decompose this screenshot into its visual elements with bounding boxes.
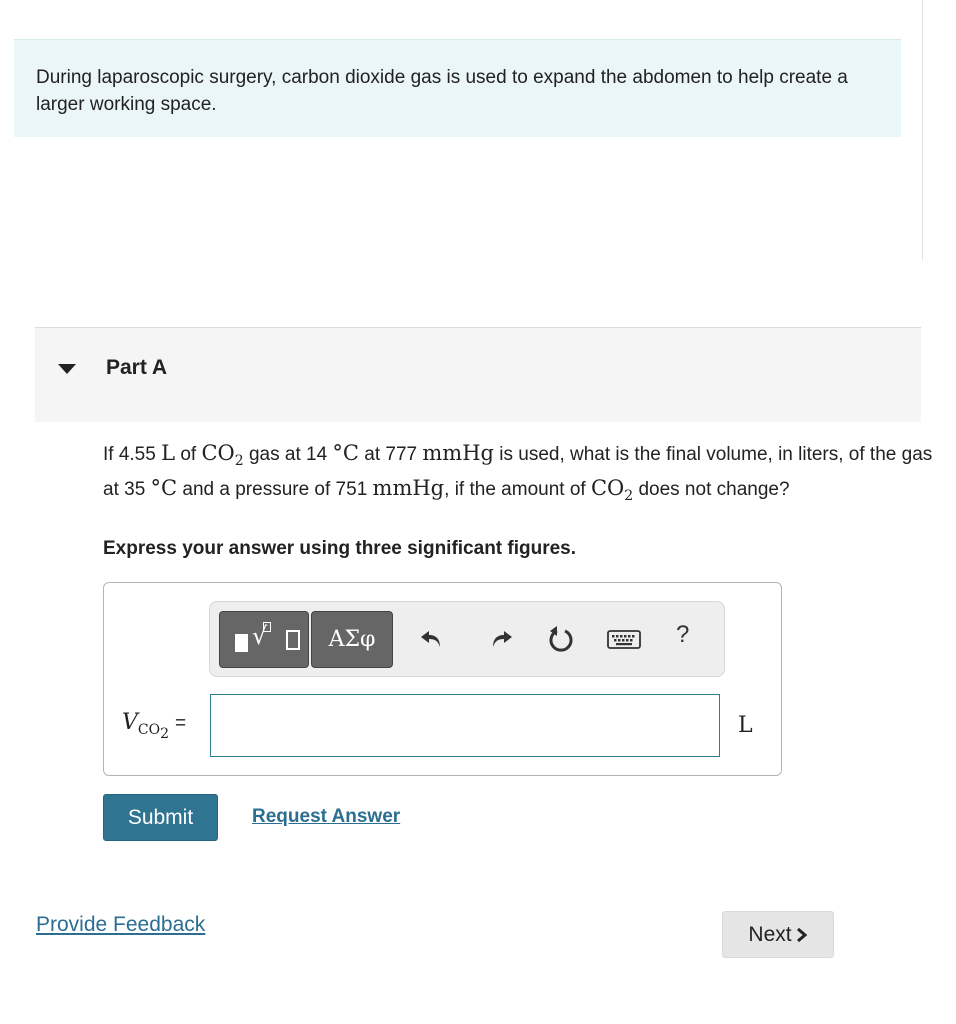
intro-panel — [14, 39, 901, 137]
next-label: Next — [748, 922, 792, 946]
provide-feedback-link[interactable]: Provide Feedback — [36, 913, 206, 936]
answer-box — [103, 582, 782, 776]
submit-button[interactable]: Submit — [103, 794, 218, 841]
unit-label: L — [738, 713, 753, 738]
reset-icon[interactable] — [546, 624, 576, 654]
part-title: Part A — [106, 356, 168, 379]
chevron-right-icon — [796, 927, 808, 943]
divider — [922, 0, 923, 260]
math-toolbar — [209, 601, 725, 677]
help-icon[interactable]: ? — [676, 621, 690, 648]
greek-symbols-button[interactable]: ΑΣφ — [311, 611, 393, 668]
answer-variable-label: $V_{CO_2}=$ — [122, 710, 187, 743]
question-text: If 4.55 L of $CO_2$ gas at 14 °C at 777 mmHg is used, what is the final volume, in liters, of the gas at 35 °C and a pressure of 751 mmHg, if the amount of $CO_2$ does not change? — [103, 441, 933, 505]
request-answer-link[interactable]: Request Answer — [252, 806, 401, 827]
templates-button[interactable]: √ — [219, 611, 309, 668]
intro-text: During laparoscopic surgery, carbon dioxide gas is used to expand the abdomen to help create a larger working space. — [36, 67, 848, 115]
answer-input[interactable] — [210, 694, 720, 757]
next-button[interactable] — [722, 911, 834, 958]
redo-icon[interactable] — [485, 624, 515, 654]
undo-icon[interactable] — [418, 624, 448, 654]
instruction-text: Express your answer using three significant figures. — [103, 538, 577, 559]
part-a-header[interactable] — [35, 327, 921, 422]
templates-icon — [235, 634, 248, 652]
triangle-down-icon[interactable] — [58, 364, 76, 374]
keyboard-icon[interactable] — [606, 624, 642, 654]
